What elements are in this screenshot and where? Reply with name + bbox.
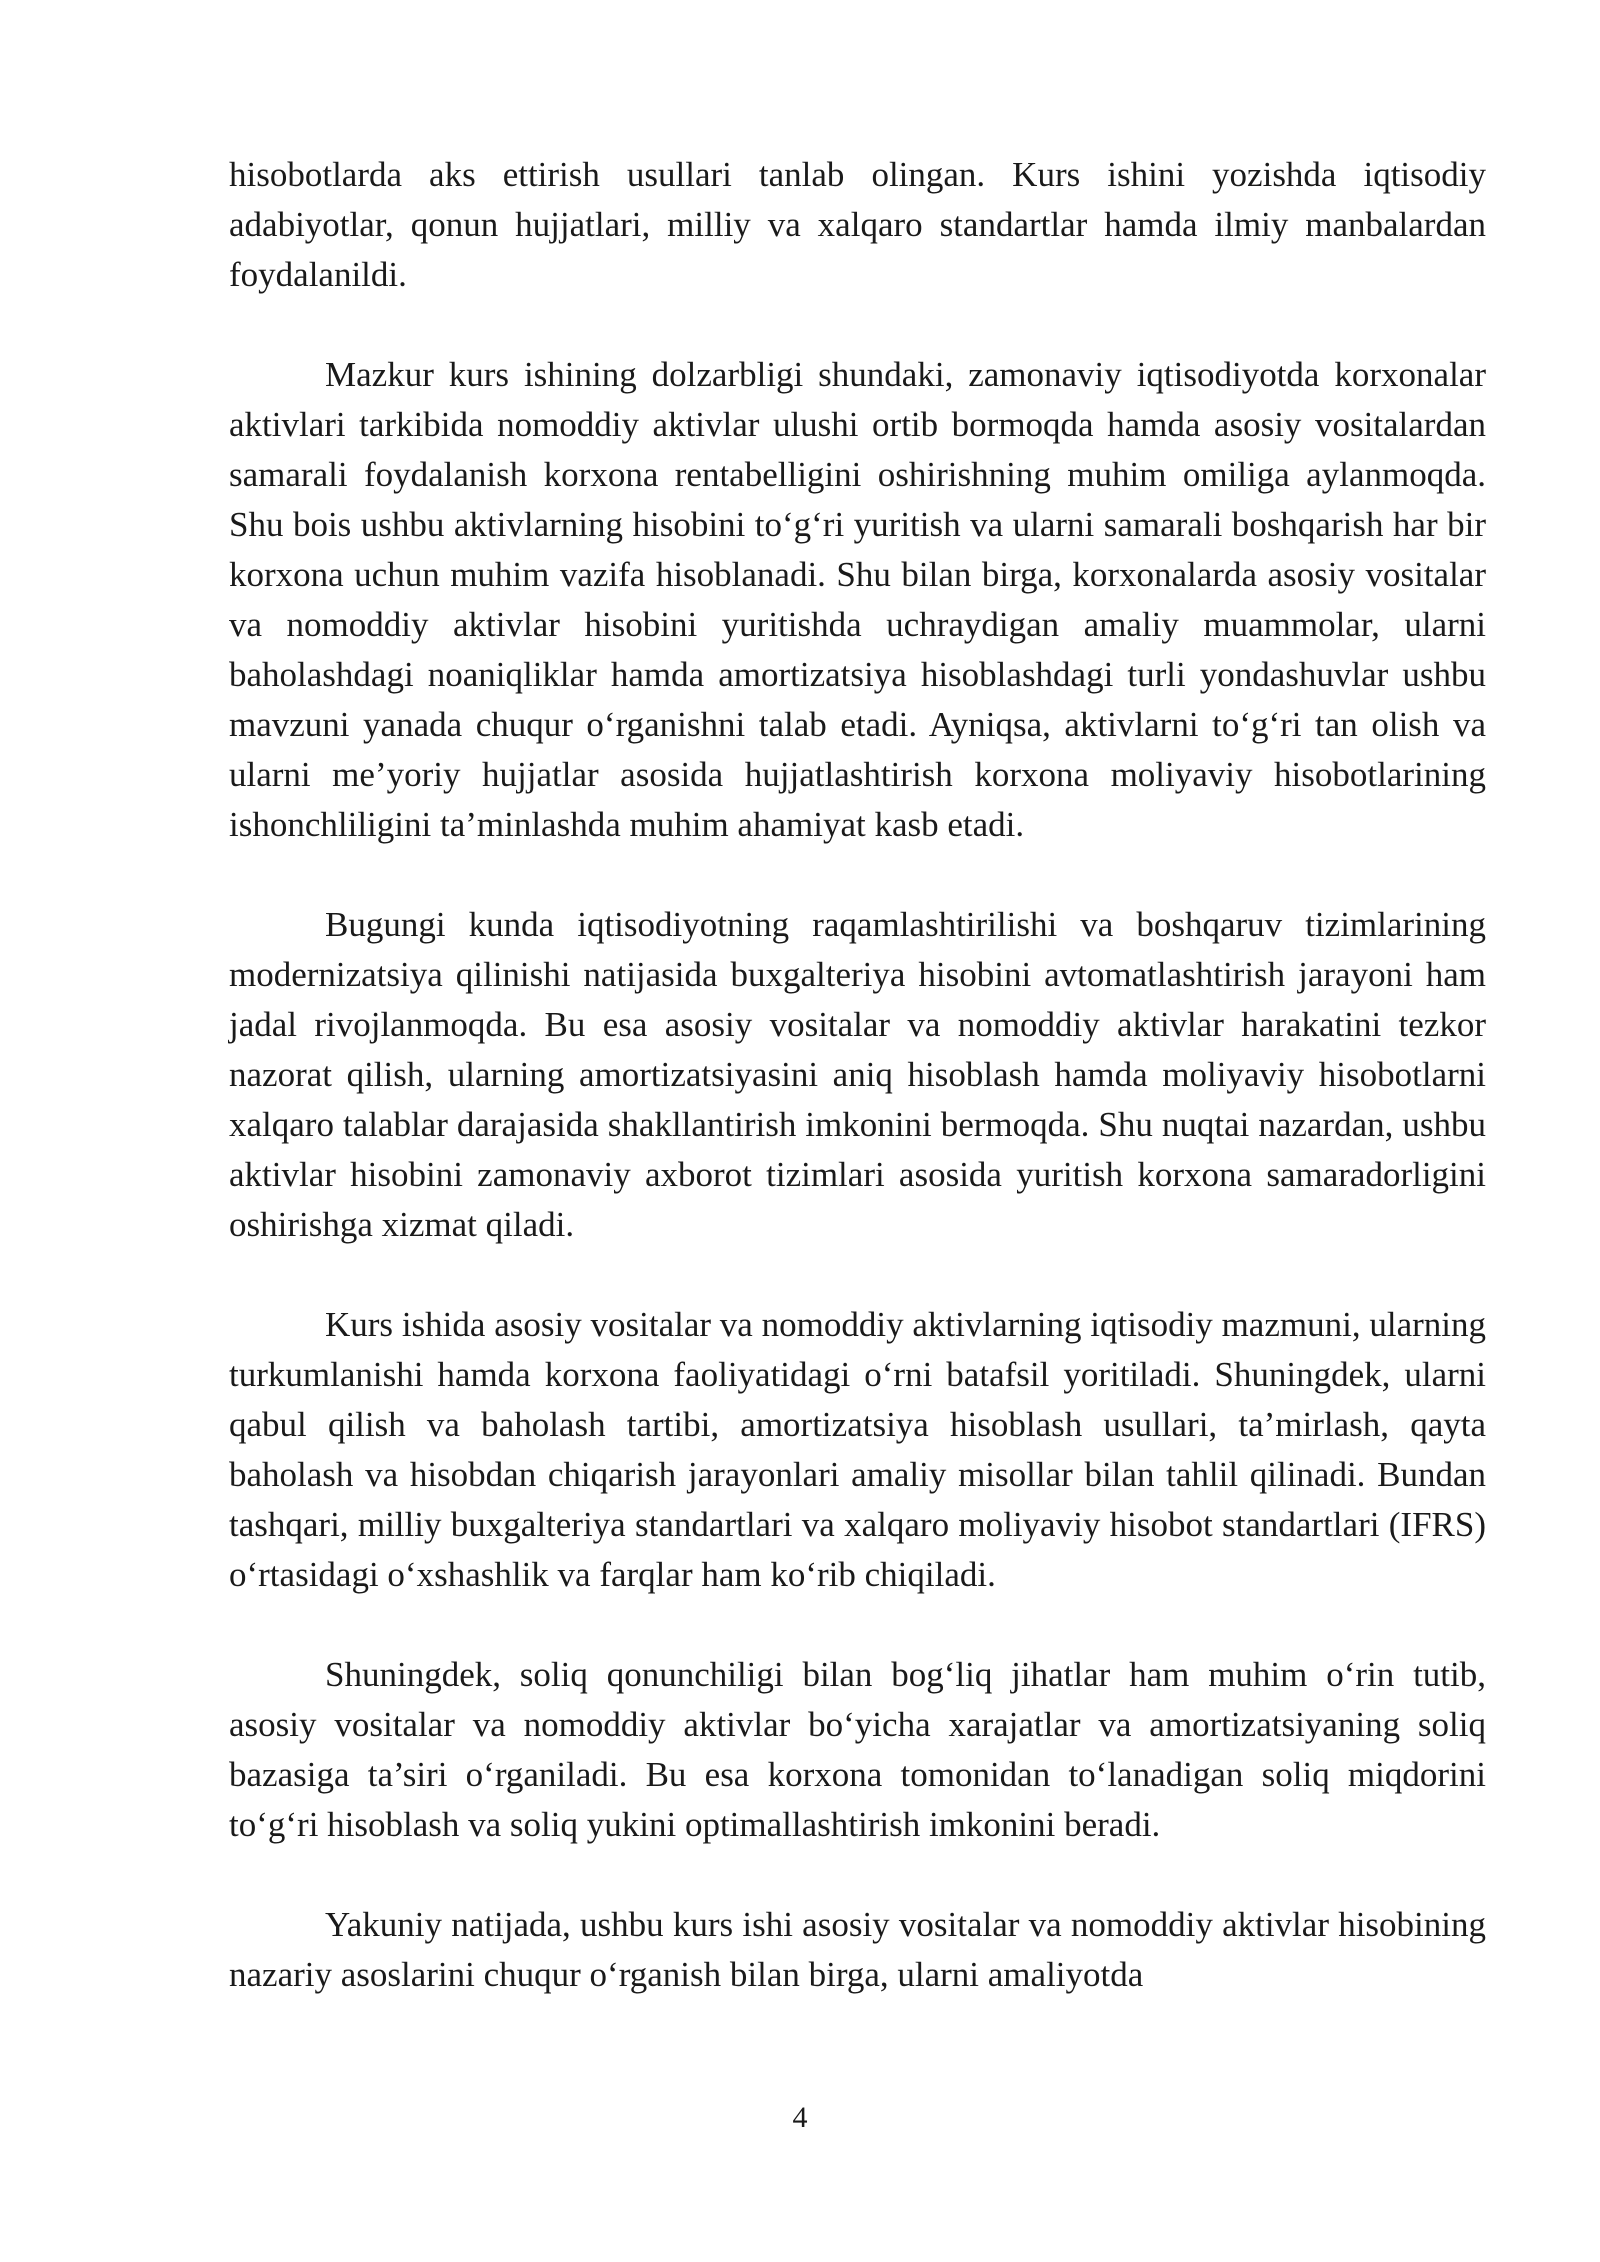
paragraph-2: Mazkur kurs ishining dolzarbligi shundaki, zamonaviy iqtisodiyotda korxonalar aktivlari tarkibida nomoddiy aktivlar ulushi ortib bormoqda hamda asosiy vositalardan samarali foydalanish korxona rentabelligini oshirishning muhim omiliga aylanmoqda. Shu bois ushbu aktivlarning hisobini to‘g‘ri yuritish va ularni samarali boshqarish har bir korxona uchun muhim vazifa hisoblanadi. Shu bilan birga, korxonalarda asosiy vositalar va nomoddiy aktivlar hisobini yuritishda uchraydigan amaliy muammolar, ularni baholashdagi noaniqliklar hamda amortizatsiya hisoblashdagi turli yondashuvlar ushbu mavzuni yanada chuqur o‘rganishni talab etadi. Ayniqsa, aktivlarni to‘g‘ri tan olish va ularni me’yoriy hujjatlar asosida hujjatlashtirish korxona moliyaviy hisobotlarining ishonchliligini ta’minlashda muhim ahamiyat kasb etadi. bbox=[229, 355, 1486, 844]
paragraph-1: hisobotlarda aks ettirish usullari tanlab olingan. Kurs ishini yozishda iqtisodiy adabiyotlar, qonun hujjatlari, milliy va xalqaro standartlar hamda ilmiy manbalardan foydalanildi. bbox=[229, 155, 1486, 294]
paragraph-3: Bugungi kunda iqtisodiyotning raqamlashtirilishi va boshqaruv tizimlarining modernizatsiya qilinishi natijasida buxgalteriya hisobini avtomatlashtirish jarayoni ham jadal rivojlanmoqda. Bu esa asosiy vositalar va nomoddiy aktivlar harakatini tezkor nazorat qilish, ularning amortizatsiyasini aniq hisoblash hamda moliyaviy hisobotlarni xalqaro talablar darajasida shakllantirish imkonini bermoqda. Shu nuqtai nazardan, ushbu aktivlar hisobini zamonaviy axborot tizimlari asosida yuritish korxona samaradorligini oshirishga xizmat qiladi. bbox=[229, 905, 1486, 1244]
paragraph-5: Shuningdek, soliq qonunchiligi bilan bog‘liq jihatlar ham muhim o‘rin tutib, asosiy vositalar va nomoddiy aktivlar bo‘yicha xarajatlar va amortizatsiyaning soliq bazasiga ta’siri o‘rganiladi. Bu esa korxona tomonidan to‘lanadigan soliq miqdorini to‘g‘ri hisoblash va soliq yukini optimallashtirish imkonini beradi. bbox=[229, 1655, 1486, 1844]
paragraph-6: Yakuniy natijada, ushbu kurs ishi asosiy vositalar va nomoddiy aktivlar hisobining nazariy asoslarini chuqur o‘rganish bilan birga, ularni amaliyotda bbox=[229, 1905, 1486, 1994]
document-body bbox=[229, 150, 1486, 2000]
paragraph-4: Kurs ishida asosiy vositalar va nomoddiy aktivlarning iqtisodiy mazmuni, ularning turkumlanishi hamda korxona faoliyatidagi o‘rni batafsil yoritiladi. Shuningdek, ularni qabul qilish va baholash tartibi, amortizatsiya hisoblash usullari, ta’mirlash, qayta baholash va hisobdan chiqarish jarayonlari amaliy misollar bilan tahlil qilinadi. Bundan tashqari, milliy buxgalteriya standartlari va xalqaro moliyaviy hisobot standartlari (IFRS) o‘rtasidagi o‘xshashlik va farqlar ham ko‘rib chiqiladi. bbox=[229, 1305, 1486, 1594]
page-number: 4 bbox=[792, 2101, 808, 2134]
